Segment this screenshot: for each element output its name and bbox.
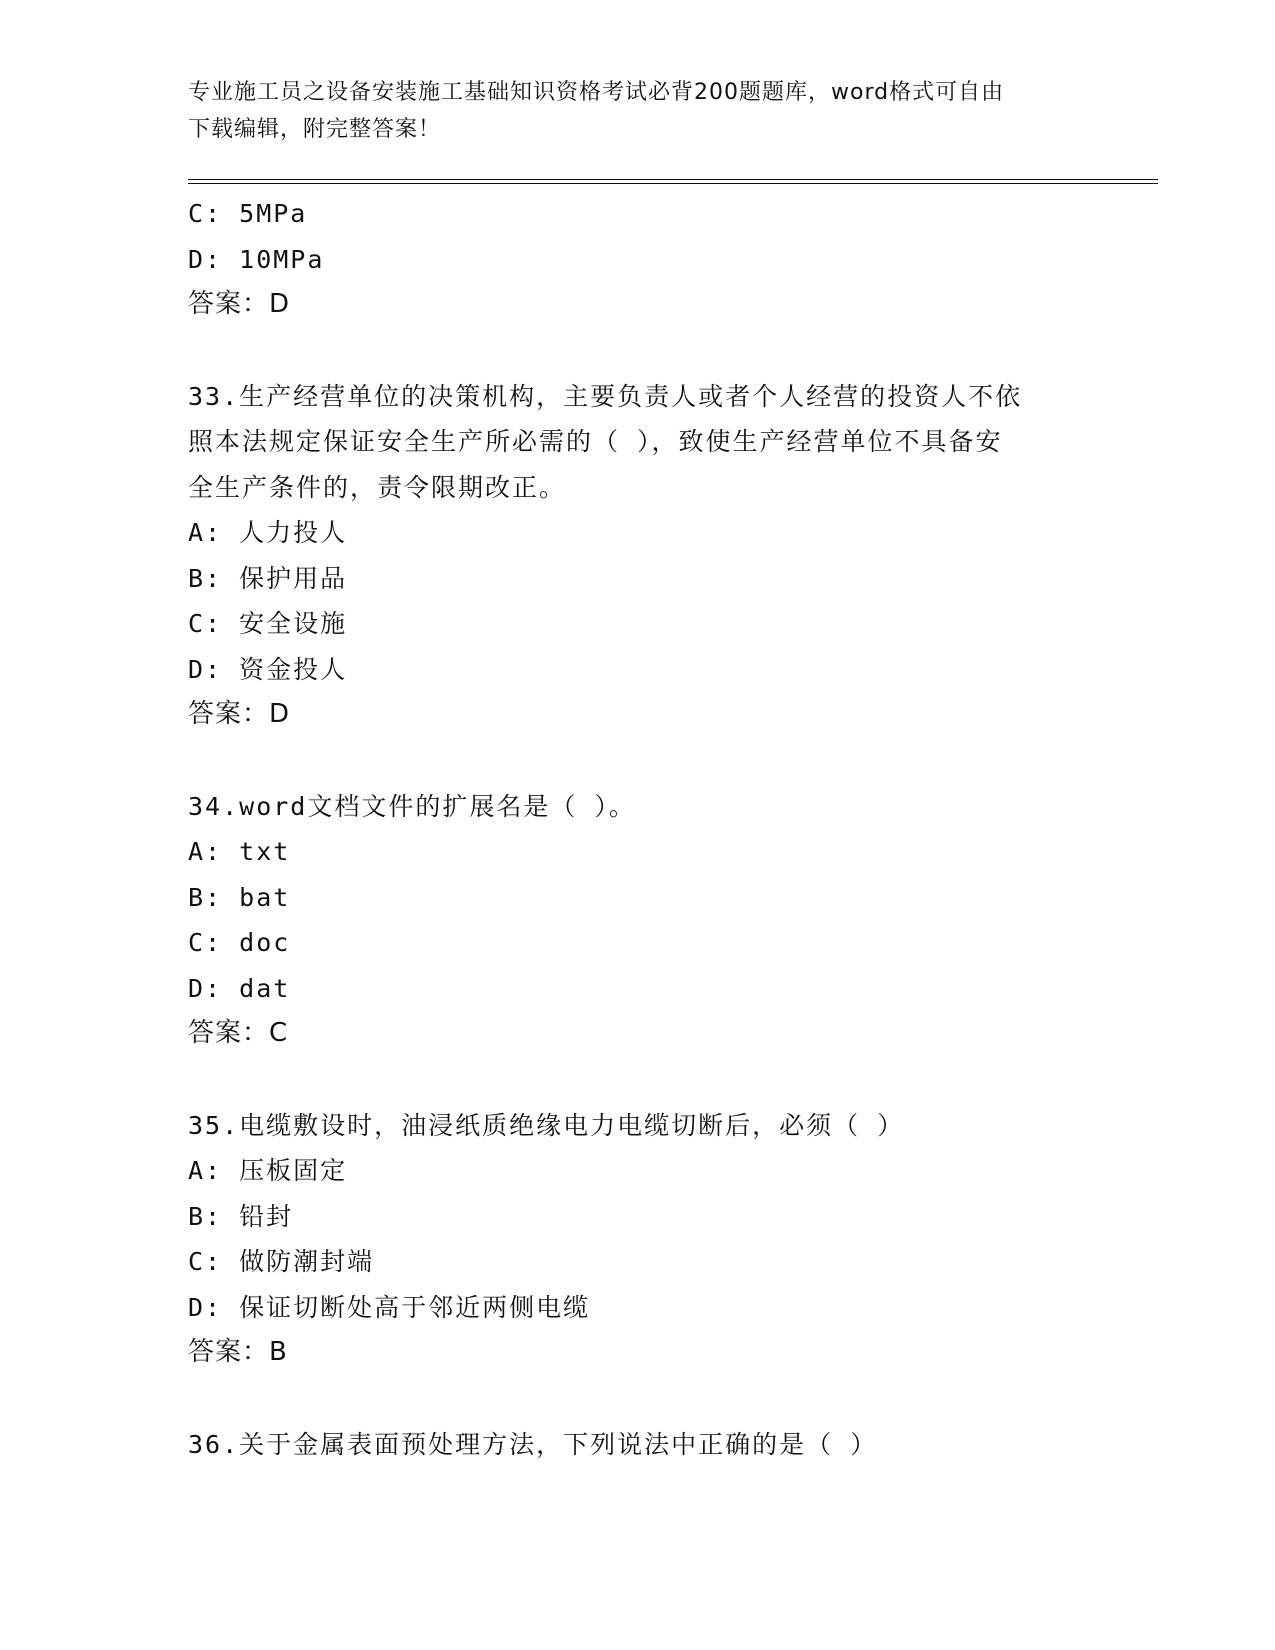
answer-line: 答案：C xyxy=(188,1018,289,1048)
answer-line: 答案：B xyxy=(188,1337,288,1367)
option-c: C: 做防潮封端 xyxy=(188,1247,375,1276)
header-line-1: 专业施工员之设备安装施工基础知识资格考试必背200题题库，word格式可自由 xyxy=(188,80,1005,105)
option-c: C: 安全设施 xyxy=(188,609,348,638)
option-d: D: 10MPa xyxy=(188,244,325,274)
question-text-line: 全生产条件的，责令限期改正。 xyxy=(188,472,567,502)
option-b: B: bat xyxy=(188,882,291,912)
option-c: C: 5MPa xyxy=(188,199,308,228)
question-block xyxy=(188,374,1148,738)
page-header xyxy=(188,74,1078,148)
option-d: D: dat xyxy=(188,973,291,1003)
question-text-line: 36.关于金属表面预处理方法，下列说法中正确的是（ ） xyxy=(188,1429,878,1459)
question-text-line: 照本法规定保证安全生产所必需的（ ），致使生产经营单位不具备安 xyxy=(188,427,1003,456)
question-text-line: 33.生产经营单位的决策机构，主要负责人或者个人经营的投资人不依 xyxy=(188,381,1023,411)
option-a: A: 压板固定 xyxy=(188,1156,348,1185)
question-text-line: 34.word文档文件的扩展名是（ ）。 xyxy=(188,791,636,821)
option-d: D: 资金投人 xyxy=(188,654,348,684)
answer-line: 答案：D xyxy=(188,699,291,729)
option-b: B: 保护用品 xyxy=(188,563,348,593)
option-c: C: doc xyxy=(188,928,291,957)
question-block xyxy=(188,191,1148,328)
question-block xyxy=(188,1103,1148,1376)
option-a: A: 人力投人 xyxy=(188,518,348,547)
option-b: B: 铅封 xyxy=(188,1201,294,1231)
option-d: D: 保证切断处高于邻近两侧电缆 xyxy=(188,1292,591,1322)
question-block xyxy=(188,1422,1148,1468)
header-divider xyxy=(188,179,1158,184)
question-list xyxy=(188,191,1148,1467)
question-text-line: 35.电缆敷设时，油浸纸质绝缘电力电缆切断后，必须（ ） xyxy=(188,1110,905,1140)
option-a: A: txt xyxy=(188,837,291,866)
header-line-2: 下载编辑，附完整答案！ xyxy=(188,117,442,142)
answer-line: 答案：D xyxy=(188,289,291,319)
question-block xyxy=(188,784,1148,1057)
